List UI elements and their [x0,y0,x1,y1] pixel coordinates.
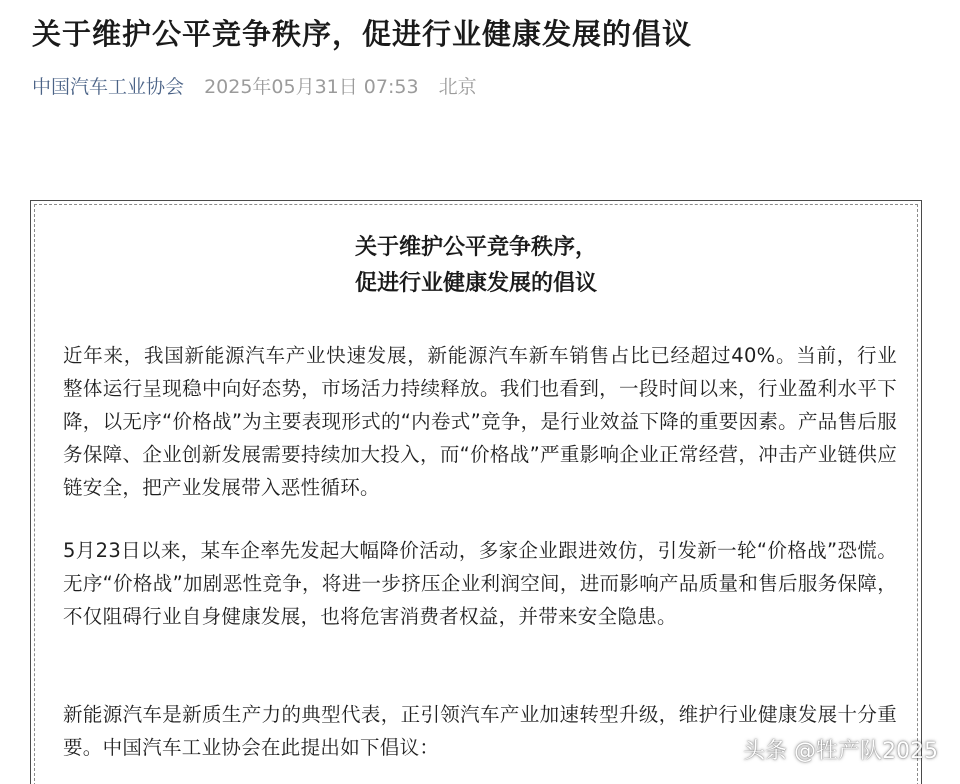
watermark: 头条 @牲产队2025 [743,739,938,764]
document-image-frame [30,200,922,784]
source-link[interactable]: 中国汽车工业协会 [32,76,185,98]
document-title-line1: 关于维护公平竞争秩序， [354,235,597,260]
document-title-line2: 促进行业健康发展的倡议 [354,271,597,296]
paragraph-3: 新能源汽车是新质生产力的典型代表，正引领汽车产业加速转型升级，维护行业健康发展十分重要。中国汽车工业协会在此提出如下倡议： [63,703,897,759]
article-meta [32,72,477,99]
article-title: 关于维护公平竞争秩序，促进行业健康发展的倡议 [32,17,693,51]
dashed-border [34,204,918,784]
paragraph-1: 近年来，我国新能源汽车产业快速发展，新能源汽车新车销售占比已经超过40%。当前，行业整体运行呈现稳中向好态势，市场活力持续释放。我们也看到，一段时间以来，行业盈利水平下降，以无序“价格战”为主要表现形式的“内卷式”竞争，是行业效益下降的重要因素。产品售后服务保障、企业创新发展需要持续加大投入，而“价格战”严重影响企业正常经营，冲击产业链供应链安全，把产业发展带入恶性循环。 [63,344,897,499]
document-title [35,230,917,302]
paragraph-2: 5月23日以来，某车企率先发起大幅降价活动，多家企业跟进效仿，引发新一轮“价格战”恐慌。无序“价格战”加剧恶性竞争，将进一步挤压企业利润空间，进而影响产品质量和售后服务保障，不仅阻碍行业自身健康发展，也将危害消费者权益，并带来安全隐患。 [63,539,897,628]
publish-date: 2025年05月31日 07:53 [204,76,419,98]
publish-location: 北京 [438,76,477,98]
